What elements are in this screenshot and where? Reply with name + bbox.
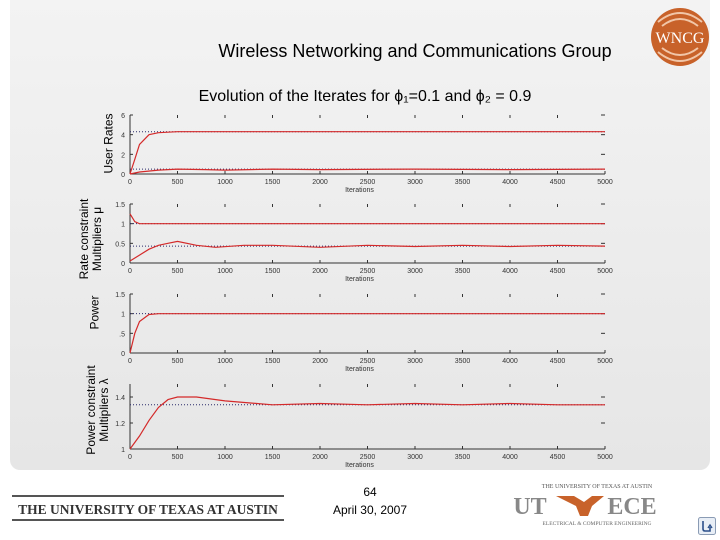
- series-line-1: [130, 314, 605, 353]
- y-tick-label: 0: [121, 261, 125, 268]
- rate-mult-label-line2: Multipliers μ: [90, 206, 104, 272]
- rate-mult-label-line1: Rate constraint: [77, 198, 91, 280]
- x-tick-label: 2500: [359, 179, 376, 186]
- logo-text: WNCG: [655, 30, 705, 47]
- x-tick-label: 4500: [549, 358, 566, 365]
- x-tick-label: 5000: [597, 179, 613, 186]
- y-tick-label: 0: [121, 351, 125, 358]
- y-tick-label: 1.5: [115, 202, 125, 209]
- x-tick-label: 4500: [549, 179, 566, 186]
- x-tick-label: 1500: [264, 179, 281, 186]
- x-axis-label: Iterations: [345, 462, 374, 469]
- x-tick-label: 500: [171, 454, 184, 461]
- longhorn-icon: [556, 496, 604, 516]
- x-tick-label: 3500: [454, 454, 471, 461]
- x-tick-label: 3000: [407, 179, 423, 186]
- x-tick-label: 0: [128, 454, 132, 461]
- x-tick-label: 500: [171, 358, 184, 365]
- plot-title: Evolution of the Iterates for ϕ₁=0.1 and ϕ₂ = 0.9: [198, 88, 532, 105]
- x-tick-label: 3500: [454, 268, 471, 275]
- x-tick-label: 1000: [217, 358, 233, 365]
- power-mult-label-line1: Power constraint: [84, 365, 98, 455]
- y-tick-label: 1: [121, 221, 125, 229]
- x-axis-label: Iterations: [345, 187, 374, 194]
- x-tick-label: 4000: [502, 358, 518, 365]
- y-tick-label: 2: [121, 152, 125, 160]
- y-tick-label: 0: [121, 172, 125, 179]
- power-label: Power: [87, 295, 102, 330]
- x-tick-label: 0: [128, 179, 132, 186]
- return-icon[interactable]: [698, 517, 716, 535]
- y-tick-label: 1: [121, 311, 125, 319]
- y-tick-label: 4: [121, 132, 125, 140]
- power-mult-label-line2: Multipliers λ: [97, 378, 111, 442]
- ut-ece-logo: [512, 482, 682, 528]
- x-tick-label: 1500: [264, 268, 281, 275]
- ece-ece-text: ECE: [607, 494, 657, 520]
- x-tick-label: 5000: [597, 454, 613, 461]
- x-tick-label: 4500: [549, 268, 566, 275]
- y-tick-label: 1.5: [115, 292, 125, 299]
- ece-top-text: THE UNIVERSITY OF TEXAS AT AUSTIN: [541, 484, 653, 490]
- x-tick-label: 1500: [264, 358, 281, 365]
- slide-date: April 30, 2007: [332, 503, 408, 517]
- series-line-2: [130, 241, 605, 261]
- x-axis-label: Iterations: [345, 276, 374, 283]
- x-axis-label: Iterations: [345, 366, 374, 373]
- y-tick-label: 1: [121, 447, 125, 454]
- x-tick-label: 500: [171, 179, 184, 186]
- x-tick-label: 2500: [359, 268, 376, 275]
- user-rates-label: User Rates: [101, 113, 116, 174]
- x-tick-label: 4000: [502, 268, 518, 275]
- x-tick-label: 500: [171, 268, 184, 275]
- ece-ut-text: UT: [513, 494, 547, 520]
- x-tick-label: 0: [128, 268, 132, 275]
- x-tick-label: 5000: [597, 358, 613, 365]
- x-tick-label: 1000: [217, 268, 233, 275]
- x-tick-label: 1000: [217, 179, 233, 186]
- x-tick-label: 3500: [454, 179, 471, 186]
- y-tick-label: 1.4: [115, 395, 125, 402]
- x-tick-label: 1000: [217, 454, 233, 461]
- x-tick-label: 2500: [359, 454, 376, 461]
- x-tick-label: 0: [128, 358, 132, 365]
- y-tick-label: .5: [119, 331, 125, 339]
- series-line-1: [130, 132, 605, 174]
- x-tick-label: 2000: [312, 454, 328, 461]
- x-tick-label: 3000: [407, 358, 423, 365]
- x-tick-label: 2500: [359, 358, 376, 365]
- series-line-1: [130, 397, 605, 449]
- y-tick-label: 0.5: [115, 241, 125, 249]
- slide-number: 64: [363, 485, 377, 499]
- x-tick-label: 4000: [502, 179, 518, 186]
- header-title: Wireless Networking and Communications Group: [218, 41, 612, 61]
- x-tick-label: 4000: [502, 454, 518, 461]
- ece-sub-text: ELECTRICAL & COMPUTER ENGINEERING: [542, 521, 652, 527]
- series-line-1: [130, 214, 605, 224]
- y-tick-label: 1.2: [115, 421, 125, 428]
- x-tick-label: 3500: [454, 358, 471, 365]
- university-banner: [12, 494, 284, 522]
- y-tick-label: 6: [121, 113, 125, 120]
- x-tick-label: 2000: [312, 358, 328, 365]
- x-tick-label: 4500: [549, 454, 566, 461]
- university-name: THE UNIVERSITY OF TEXAS AT AUSTIN: [18, 502, 278, 517]
- x-tick-label: 1500: [264, 454, 281, 461]
- x-tick-label: 3000: [407, 268, 423, 275]
- x-tick-label: 3000: [407, 454, 423, 461]
- x-tick-label: 2000: [312, 268, 328, 275]
- x-tick-label: 5000: [597, 268, 613, 275]
- x-tick-label: 2000: [312, 179, 328, 186]
